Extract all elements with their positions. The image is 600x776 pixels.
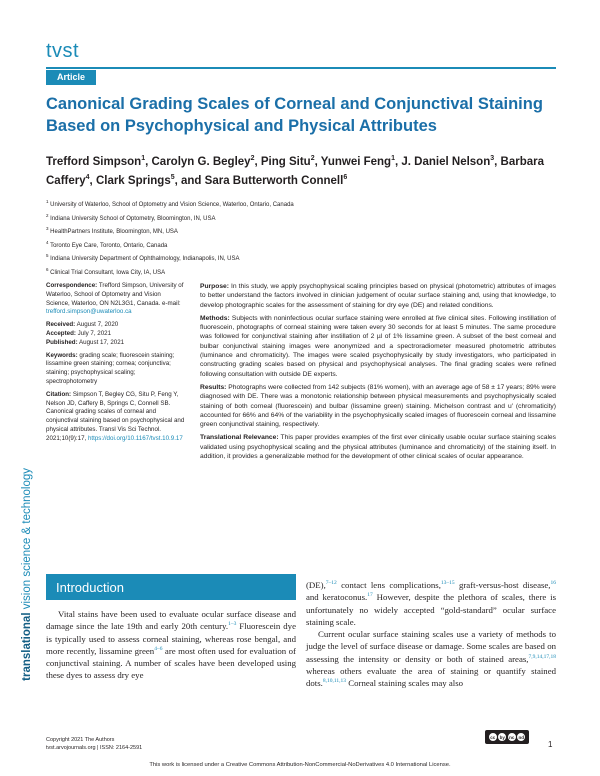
- cc-license-badge[interactable]: [485, 730, 529, 744]
- dates: Received: August 7, 2020 Accepted: July 7, 2021 Published: August 17, 2021: [46, 321, 125, 346]
- journal-logo: tvst: [46, 40, 80, 62]
- page-number: 1: [548, 740, 553, 749]
- author-name: Barbara Caffery: [46, 155, 544, 187]
- author-name: Yunwei Feng: [320, 155, 392, 168]
- footer-copyright: Copyright 2021 The Authors tvst.arvojournals.org | ISSN: 2164-2591: [46, 737, 143, 751]
- author-affiliation-marker: 2: [250, 155, 255, 162]
- author-name: and Sara Butterworth Connell: [181, 174, 344, 187]
- body-column-right: [306, 579, 556, 690]
- cc-cc-icon: cc: [490, 735, 496, 740]
- reference-citation[interactable]: 7–12: [325, 580, 337, 587]
- reference-citation[interactable]: 4–6: [154, 645, 163, 652]
- reference-citation[interactable]: 8,10,11,13: [322, 678, 347, 685]
- author-affiliation-marker: 2: [310, 155, 315, 162]
- license-statement: This work is licensed under a Creative Commons Attribution-NonCommercial-NoDerivatives 4.0 International License.: [149, 762, 451, 768]
- paragraph: Current ocular surface staining scales use a variety of methods to judge the level of surface disease or damage. Some scales are based on assessing the intensity or density or both of stained areas,$^{7,9,14,17,18}$ whereas others evaluate the area of staining or quantify stained dots.$^{8,10,11,13}$ Corneal staining scales may also: [306, 629, 556, 689]
- correspondence: Correspondence: Trefford Simpson, University of Waterloo, School of Optometry and Vision Science, Waterloo, ON N2L3G1, Canada. e-mail: trefford.simpson@uwaterloo.ca: [46, 282, 184, 316]
- section-heading-introduction: Introduction: [46, 576, 296, 600]
- keywords: Keywords: grading scale; fluorescein staining; lissamine green staining; cornea; conjunctiva; staining; psychophysical scaling; spectrophotometry: [46, 351, 175, 385]
- author-affiliation-marker: 1: [141, 155, 146, 162]
- article-sidebar: [46, 282, 186, 448]
- author-affiliation-marker: 6: [343, 173, 348, 181]
- paragraph: (DE),$^{7-12}$ contact lens complications,$^{13-15}$ graft-versus-host disease,$^{16}$ and keratoconus.$^{17}$ However, despite the plethora of scales, there is unfortunately no widely accepted “gold-standard” ocular surface staining scale.: [306, 580, 556, 627]
- author-affiliation-marker: 4: [85, 173, 90, 181]
- cc-by-icon: by: [499, 735, 505, 740]
- body-column-left: Vital stains have been used to evaluate ocular surface disease and damage since the late 19th and early 20th century.$^{1-3}$ Fluorescein dye is typically used to assess corneal staining, whereas rose bengal, and more recently, lissamine green$^{4-6}$ are most often used for evaluation of conjunctival staining. A number of scales have been developed using these dyes to assess dry eye: [46, 609, 296, 681]
- doi-link[interactable]: https://doi.org/10.1167/tvst.10.9.17: [87, 434, 183, 442]
- reference-citation[interactable]: 13–15: [440, 580, 455, 587]
- author-name: Carolyn G. Begley: [151, 155, 251, 168]
- author-affiliation-marker: 1: [391, 155, 395, 162]
- cc-nc-icon: nc: [509, 735, 515, 740]
- abstract-purpose: Purpose: In this study, we apply psychophysical scaling principles based on physical (photometric) attributes of images to better understand the factors involved in clinician judgement of ocular surface staining and, using that knowledge, to develop photographic scales for the assessment of staining for dry eye (DE) and related conditions.: [200, 283, 556, 309]
- author-name: Clark Springs: [95, 174, 171, 187]
- affiliation-item: $^2$ Indiana University School of Optometry, Bloomington, IN, USA: [46, 212, 216, 222]
- affiliation-item: $^5$ Indiana University Department of Ophthalmology, Indianapolis, IN, USA: [46, 253, 240, 262]
- author-name: Trefford Simpson: [46, 155, 142, 168]
- reference-citation[interactable]: 17: [367, 592, 373, 599]
- article-title: Canonical Grading Scales of Corneal and Conjunctival Staining Based on Psychophysical and Physical Attributes: [46, 95, 543, 135]
- affiliation-item: $^4$ Toronto Eye Care, Toronto, Ontario, Canada: [46, 239, 168, 249]
- journal-vertical-banner: translational vision science & technology: [21, 468, 33, 681]
- author-name: J. Daniel Nelson: [401, 155, 491, 168]
- email-link[interactable]: trefford.simpson@uwaterloo.ca: [46, 308, 132, 316]
- abstract-results: Results: Photographs were collected from 142 subjects (81% women), with an average age of 58 ± 17 years; 89% were diagnosed with DE. There was a monotonic relationship between physical measurements and psychophysically scaled staining of both corneal (fluorescein) and bulbar (lissamine green) staining. Michelson contrast and u′ (chromaticity) accounted for 66% and 64% of the variability in the psychophysically scaled images of fluorescein corneal and lissamine green conjunctival staining, respectively.: [200, 383, 556, 429]
- abstract: [200, 282, 556, 465]
- author-affiliation-marker: 3: [490, 155, 495, 162]
- abstract-methods: Methods: Subjects with noninfectious ocular surface staining were enrolled at five clinical sites. Following instillation of fluorescein, photographs of corneal staining were taken every 30 seconds for at least 5 minutes. The same procedure was followed for conjunctival staining after instillation of 2 µl of 1% lissamine green. A subset of the best corneal and bulbar conjunctival staining images were anonymized and a spectroradiometer measured photometric attributes (luminance and chromaticity). The images were scaled psychophysically by study investigators, who participated in constructing grading scales based on physical and psychophysical analyses. The final grading scales were refined following consultation with outside DE experts.: [200, 314, 556, 378]
- author-name: Ping Situ: [260, 155, 311, 168]
- reference-citation[interactable]: 1–3: [228, 621, 237, 628]
- affiliation-item: $^1$ University of Waterloo, School of Optometry and Vision Science, Waterloo, Ontario, Canada: [46, 199, 294, 208]
- article-type-badge: Article: [46, 70, 96, 85]
- header-rule: [46, 67, 556, 69]
- cc-nd-icon: nd: [518, 735, 524, 740]
- abstract-relevance: Translational Relevance: This paper provides examples of the first ever clinically usable ocular surface staining scales validated using psychophysical scaling and the physical attributes (luminance and chromaticity) of the staining itself. In addition, it provides a generalizable method for the development of other clinical scales of ocular appearance.: [200, 434, 556, 461]
- reference-citation[interactable]: 7,9,14,17,18: [528, 653, 556, 660]
- affiliation-item: $^6$ Clinical Trial Consultant, Iowa City, IA, USA: [46, 266, 166, 276]
- affiliation-list: [46, 197, 556, 278]
- author-affiliation-marker: 5: [170, 173, 175, 181]
- affiliation-item: $^3$ HealthPartners Institute, Bloomington, MN, USA: [46, 226, 178, 235]
- author-list: Trefford Simpson$^1$, Carolyn G. Begley$^2$, Ping Situ$^2$, Yunwei Feng$^1$, J. Daniel Nelson$^3$, Barbara Caffery$^4$, Clark Springs$^5$, and Sara Butterworth Connell$^6$: [46, 155, 544, 187]
- citation: Citation: Simpson T, Begley CG, Situ P, Feng Y, Nelson JD, Caffery B, Springs C, Connell SB. Canonical grading scales of corneal and conjunctival staining based on psychophysical and physical attributes. Transl Vis Sci Technol. 2021;10(9):17, https://doi.org/10.1167/tvst.10.9.17: [46, 390, 185, 442]
- reference-citation[interactable]: 16: [550, 580, 556, 587]
